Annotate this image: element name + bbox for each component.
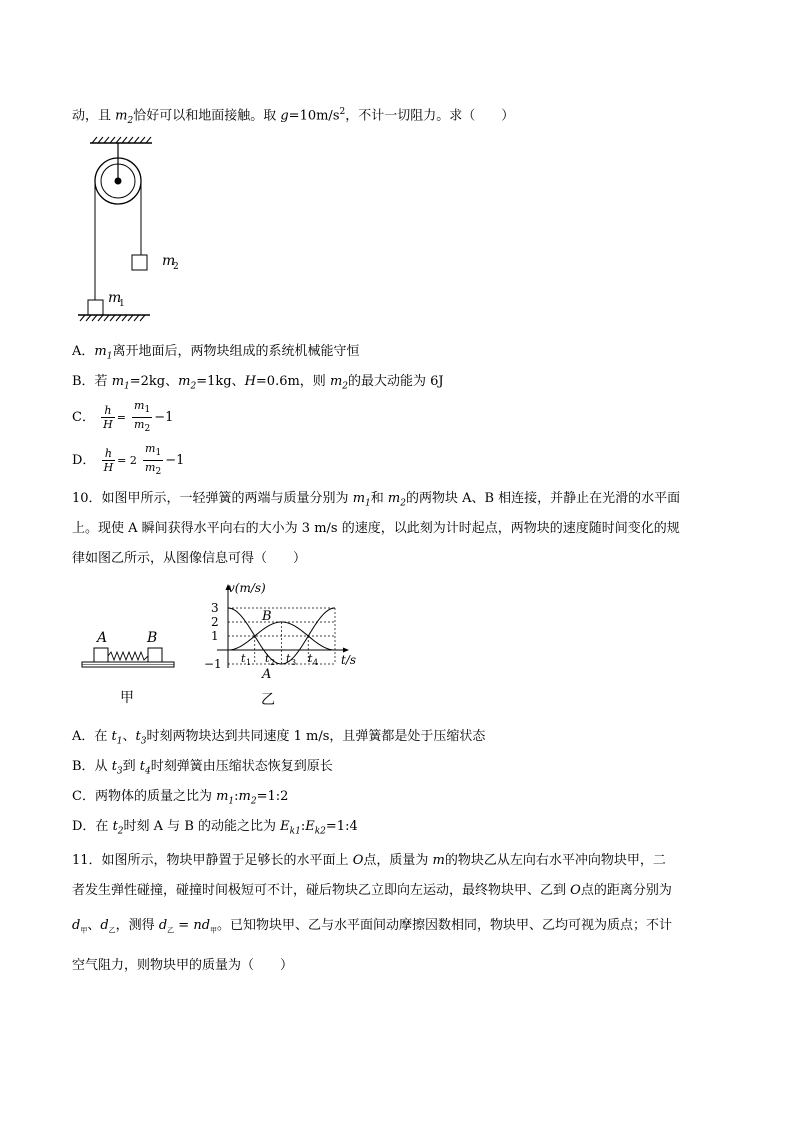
var-m: m [216, 789, 229, 804]
pulley-figure [70, 135, 200, 330]
equals: = [116, 411, 126, 425]
fraction-m1-over-m2: $\frac{m_1}{m_2}$ [145, 442, 162, 478]
q9-option-a [72, 343, 359, 366]
fraction-h-over-H: $\frac{h}{H}$ [103, 447, 114, 475]
fraction-m1-over-m2: $\frac{m_1}{m_2}$ [134, 399, 151, 435]
var-m: m [329, 374, 343, 389]
sub: k2 [314, 826, 326, 837]
y-tick-1: 1 [211, 629, 219, 643]
equals: = [174, 918, 194, 933]
option-prefix: A．在 [72, 729, 112, 744]
text: =1:4 [325, 819, 358, 834]
x-tick-t3-sub: 3 [291, 658, 297, 667]
label-m1: m [108, 290, 122, 306]
y-tick-3: 3 [211, 601, 219, 615]
caption-jia: 甲 [120, 690, 134, 706]
var-t: t [139, 759, 146, 774]
q11-line1 [72, 852, 666, 870]
y-tick-2: 2 [211, 615, 219, 629]
var-t: t [135, 729, 141, 744]
spring-figure-jia [78, 622, 178, 707]
x-tick-t4: t [308, 652, 313, 665]
var-E: E [280, 819, 290, 834]
option-prefix: D．在 [72, 819, 113, 834]
sub: 2 [400, 498, 406, 509]
text: −1 [165, 453, 185, 469]
sub: 2 [342, 381, 348, 392]
text: =1kg、 [196, 374, 245, 389]
y-tick-neg1: −1 [204, 657, 222, 671]
text: =1:2 [256, 789, 289, 804]
text: ，不计一切阻力。求（ ） [345, 108, 515, 124]
q11-line4: 空气阻力，则物块甲的质量为（ ） [72, 958, 294, 973]
text: 时刻两物块达到共同速度 1 m/s，且弹簧都是处于压缩状态 [146, 729, 486, 744]
text: ，测得 [115, 918, 159, 933]
var-t: t [111, 759, 117, 774]
text: 和 [370, 491, 388, 506]
sub: 甲 [210, 926, 218, 935]
option-prefix: C．两物体的质量之比为 [72, 789, 217, 804]
exponent: 2 [339, 107, 346, 117]
sub: 2 [250, 796, 257, 807]
sub: 3 [140, 736, 147, 747]
text: 、 [87, 918, 101, 933]
sub: 3 [116, 766, 123, 777]
var-n: n [193, 918, 202, 933]
sub: 2 [127, 115, 134, 126]
equals: = 2 [117, 454, 137, 468]
q9-intro-line [72, 103, 514, 130]
text: 的物块乙从左向右水平冲向物块甲，二 [444, 853, 666, 868]
q9-option-d [72, 442, 184, 479]
text: 恰好可以和地面接触。取 [133, 108, 281, 124]
var-m: m [352, 491, 366, 506]
text: 11．如图所示，物块甲静置于足够长的水平面上 [72, 853, 353, 868]
sub: 乙 [108, 926, 116, 935]
text: 10．如图甲所示，一轻弹簧的两端与质量分别为 [72, 491, 353, 506]
sub: 1 [106, 351, 113, 362]
var-H: H [244, 374, 256, 389]
label-A: A [97, 630, 108, 646]
sub: 2 [190, 381, 197, 392]
x-tick-t2-sub: 2 [270, 658, 276, 667]
text: −1 [154, 410, 174, 426]
var-m: m [111, 374, 125, 389]
text: 的最大动能为 6J [348, 374, 444, 389]
text: 到 [122, 759, 140, 774]
text: 动，且 [72, 108, 116, 124]
q9-option-c [72, 399, 173, 436]
var-E: E [305, 819, 315, 834]
text: 者发生弹性碰撞，碰撞时间极短可不计，碰后物块乙立即向左运动，最终物块甲、乙到 [72, 883, 571, 898]
curve-label-B: B [262, 609, 272, 624]
text: =2kg、 [129, 374, 179, 389]
var-m: m [432, 853, 445, 868]
q10-line2: 上。现使 A 瞬间获得水平向右的大小为 3 m/s 的速度，以此刻为计时起点，两物块的速度随时间变化的规 [72, 521, 680, 536]
q10-line1 [72, 490, 680, 513]
text: 、 [122, 729, 136, 744]
sub: 1 [228, 796, 235, 807]
curve-label-A: A [262, 667, 272, 682]
q9-option-b [72, 373, 444, 396]
text: 点，质量为 [363, 853, 433, 868]
var-d: d [158, 918, 168, 933]
q10-option-b [72, 758, 333, 781]
var-m: m [238, 789, 251, 804]
sub: 1 [124, 381, 130, 392]
var-t: t [111, 729, 117, 744]
text: 的两物块 A、B 相连接，并静止在光滑的水平面 [405, 491, 681, 506]
x-tick-t1-sub: 1 [246, 658, 252, 667]
label-m2-sub: 2 [173, 262, 179, 272]
text: =0.6m，则 [255, 374, 330, 389]
label-m2: m [162, 253, 176, 269]
q10-option-c [72, 788, 288, 811]
var-t: t [112, 819, 118, 834]
x-tick-t2: t [265, 652, 270, 665]
q10-option-d [72, 818, 358, 841]
var-m: m [115, 108, 128, 124]
label-m1-sub: 1 [119, 299, 125, 309]
text: =10m/s [288, 108, 340, 124]
text: 离开地面后，两物块组成的系统机械能守恒 [112, 344, 360, 359]
x-tick-t3: t [286, 652, 291, 665]
var-d: d [100, 918, 109, 933]
var-d: d [72, 918, 81, 933]
sub: 1 [116, 736, 123, 747]
option-prefix: B．从 [72, 759, 112, 774]
fraction-h-over-H: $\frac{h}{H}$ [103, 404, 113, 432]
option-prefix: D． [72, 453, 96, 469]
sub: 2 [117, 826, 124, 837]
sub: 甲 [80, 926, 88, 935]
var-g: g [280, 108, 289, 124]
option-prefix: C． [72, 410, 95, 426]
x-axis-label: t/s [341, 653, 357, 667]
q10-option-a [72, 728, 485, 751]
text: : [300, 819, 306, 834]
q11-line2 [72, 882, 672, 900]
sub: 乙 [167, 926, 175, 935]
y-axis-label: v(m/s) [228, 581, 266, 595]
q11-line3 [72, 917, 672, 940]
text: 点的距离分别为 [580, 883, 672, 898]
text: : [234, 789, 239, 804]
sub: 1 [365, 498, 371, 509]
option-prefix: B．若 [72, 374, 112, 389]
text: 时刻 A 与 B 的动能之比为 [123, 819, 281, 834]
text: 时刻弹簧由压缩状态恢复到原长 [150, 759, 333, 774]
text: 。已知物块甲、乙与水平面间动摩擦因数相同，物块甲、乙均可视为质点；不计 [217, 918, 673, 933]
velocity-time-graph [195, 578, 375, 708]
var-O: O [352, 853, 364, 868]
label-B: B [147, 630, 158, 646]
var-m: m [387, 491, 401, 506]
sub: k1 [289, 826, 301, 837]
var-O: O [570, 883, 581, 898]
x-tick-t4-sub: 4 [313, 658, 319, 667]
var-m: m [94, 344, 107, 359]
caption-yi: 乙 [261, 692, 275, 708]
x-tick-t1: t [241, 652, 246, 665]
sub: 4 [145, 766, 151, 777]
q10-line3: 律如图乙所示，从图像信息可得（ ） [72, 551, 307, 566]
var-m: m [178, 374, 191, 389]
option-prefix: A． [72, 344, 95, 359]
var-d: d [201, 918, 211, 933]
